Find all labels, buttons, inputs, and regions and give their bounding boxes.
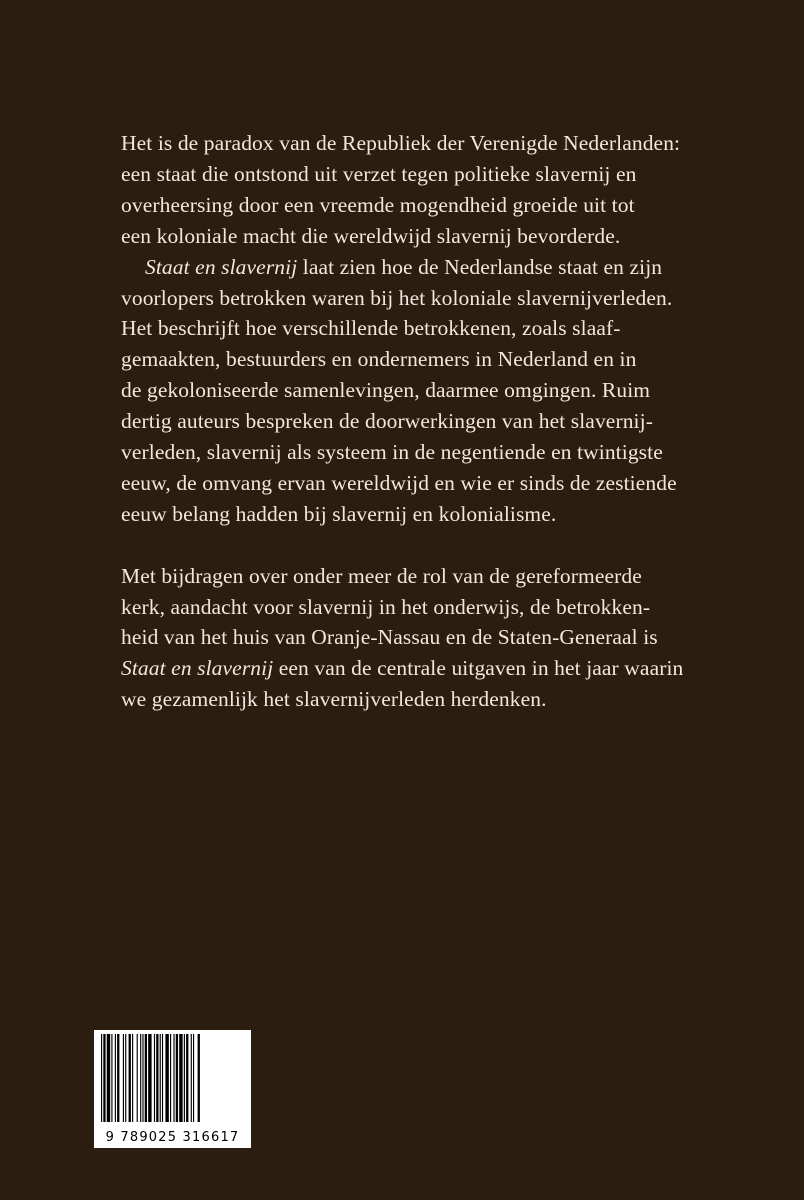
text-line: verleden, slavernij als systeem in de negentiende en twintigste	[121, 440, 663, 465]
text-line	[121, 252, 721, 283]
text-line: eeuw, de omvang ervan wereldwijd en wie er sinds de zestiende	[121, 470, 677, 495]
text-segment: een van de centrale uitgaven in het jaar waarin	[273, 656, 684, 681]
text-line: een staat die ontstond uit verzet tegen politieke slavernij en	[121, 161, 637, 186]
text-line: eeuw belang hadden bij slavernij en kolonialisme.	[121, 501, 557, 526]
text-line: we gezamenlijk het slavernijverleden herdenken.	[121, 687, 547, 712]
text-line: Met bijdragen over onder meer de rol van de gereformeerde	[121, 563, 642, 588]
text-line: dertig auteurs bespreken de doorwerkingen van het slavernij-	[121, 409, 653, 434]
paragraph-contributions	[121, 561, 721, 716]
paragraph-gap	[121, 530, 721, 561]
text-line: Het beschrijft hoe verschillende betrokkenen, zoals slaaf-	[121, 316, 621, 341]
isbn-number: 9 789025 316617	[105, 1130, 240, 1145]
text-line: overheersing door een vreemde mogendheid groeide uit tot	[121, 192, 635, 217]
isbn-barcode	[94, 1030, 251, 1148]
barcode-bars	[99, 1034, 246, 1122]
paragraph-intro	[121, 128, 721, 252]
text-segment: laat zien hoe de Nederlandse staat en zijn	[297, 254, 663, 279]
paragraph-description	[121, 252, 721, 530]
text-line: gemaakten, bestuurders en ondernemers in Nederland en in	[121, 347, 637, 372]
text-line: Het is de paradox van de Republiek der Verenigde Nederlanden:	[121, 131, 681, 155]
text-line: een koloniale macht die wereldwijd slavernij bevorderde.	[121, 223, 621, 248]
text-line: voorlopers betrokken waren bij het koloniale slavernijverleden.	[121, 285, 673, 310]
text-line: heid van het huis van Oranje-Nassau en de Staten-Generaal is	[121, 625, 658, 650]
book-title-italic: Staat en slavernij	[145, 254, 298, 279]
text-line: de gekoloniseerde samenlevingen, daarmee omgingen. Ruim	[121, 378, 651, 403]
text-line: kerk, aandacht voor slavernij in het onderwijs, de betrokken-	[121, 594, 651, 619]
book-title-italic: Staat en slavernij	[121, 656, 274, 681]
back-cover-text	[121, 128, 721, 715]
text-line	[121, 653, 721, 684]
